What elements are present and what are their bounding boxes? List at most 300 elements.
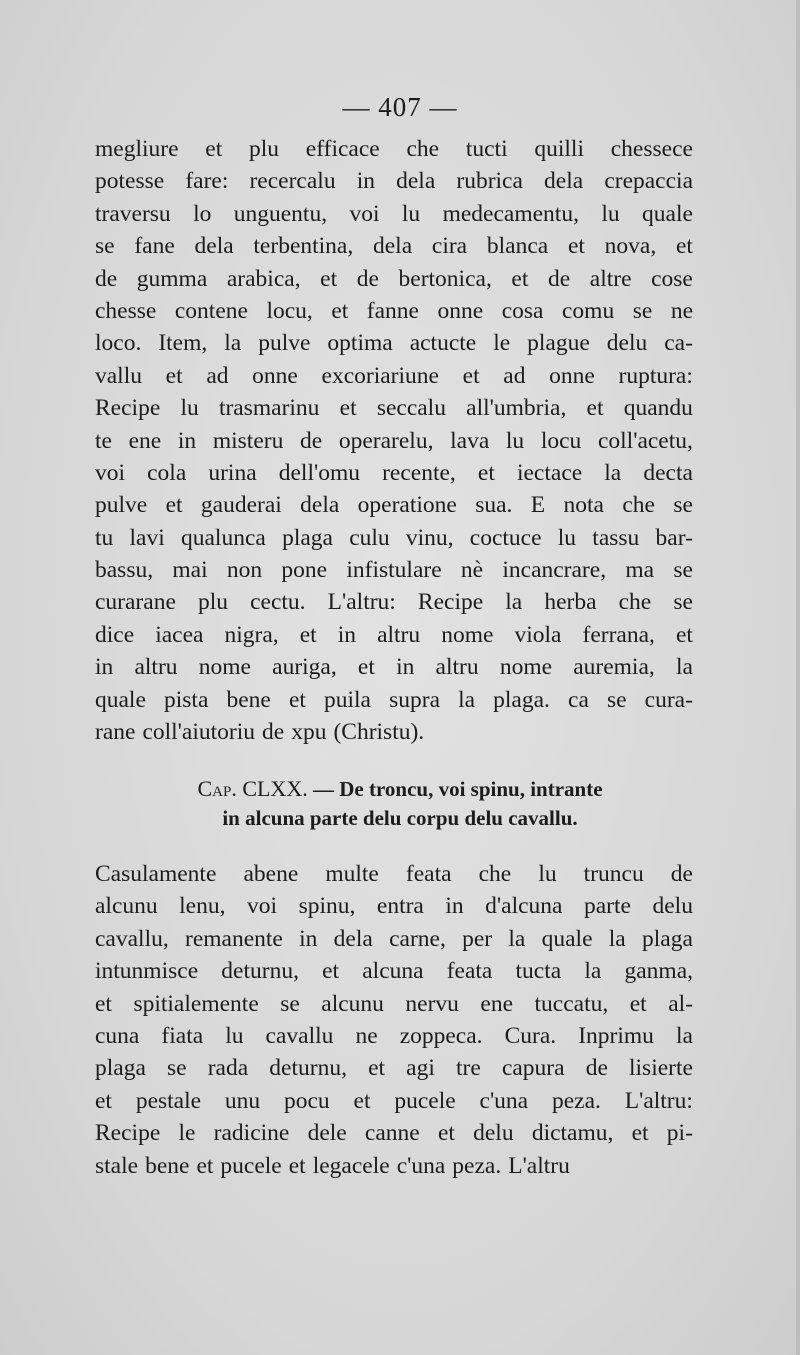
word: lenu, [179, 893, 226, 920]
text-line [95, 522, 693, 554]
word: supra [389, 686, 440, 713]
word: alcunu [95, 893, 158, 920]
word: capura [501, 1055, 565, 1082]
word: traversu [95, 200, 171, 227]
word: et [629, 990, 647, 1017]
word: chessece [610, 136, 693, 162]
word: nova, [604, 233, 657, 260]
word: lu [538, 861, 557, 887]
word: in [95, 654, 114, 681]
word: stale [95, 1152, 139, 1179]
word: dela [373, 233, 413, 260]
word: bertonica, [398, 265, 492, 292]
text-line [95, 1085, 693, 1117]
word: parte [584, 893, 631, 920]
word: et [675, 233, 693, 260]
word: nervu [405, 990, 459, 1017]
word: c'una [479, 1087, 529, 1114]
word: plague [527, 330, 590, 357]
chapter-heading-line-2: in alcuna parte delu corpu delu cavallu. [222, 806, 578, 830]
word: coctuce [469, 524, 542, 551]
word: pi- [666, 1120, 693, 1147]
text-line [95, 295, 693, 327]
word: in [396, 654, 415, 681]
word: tre [456, 1055, 481, 1082]
word: altru [377, 621, 421, 648]
text-line [95, 619, 693, 651]
word: puila [324, 686, 371, 713]
word: Recipe [95, 1120, 161, 1147]
text-line [95, 457, 693, 489]
word: onne [549, 362, 595, 389]
word: in [299, 925, 318, 952]
word: cavallu [265, 1022, 334, 1049]
word: crepaccia [604, 168, 693, 195]
word: et [205, 136, 223, 162]
paragraph-chapter-text [95, 858, 693, 1182]
word: fare: [185, 168, 229, 195]
word: dela [333, 925, 373, 952]
word: lavi [129, 524, 165, 551]
word: excoriariune [321, 362, 439, 389]
word: canne [364, 1120, 420, 1147]
word: actucte [409, 330, 477, 357]
word: coll'aiutoriu [142, 719, 256, 746]
word: cura- [644, 686, 693, 713]
word: la [505, 589, 523, 616]
word: de [585, 1055, 608, 1082]
word: se [95, 233, 115, 260]
word: pulve [95, 492, 148, 519]
word: delu [652, 893, 693, 920]
word: rubrica [456, 168, 523, 195]
word: trasmarinu [218, 395, 320, 422]
word: la [608, 925, 626, 952]
word: viola [514, 621, 562, 648]
text-line [95, 425, 693, 457]
word: cavallu, [95, 925, 169, 952]
word: gauderai [200, 492, 282, 519]
chapter-title-part-1: — De troncu, voi spinu, intrante [312, 777, 603, 801]
word: altru [435, 654, 479, 681]
word: remanente [185, 925, 283, 952]
word: zoppeca. [399, 1022, 483, 1049]
word: nome [499, 654, 553, 681]
word: la [458, 686, 476, 713]
word: legacele [312, 1152, 390, 1179]
word: ne [670, 297, 693, 324]
word: et [331, 297, 349, 324]
word: se [673, 492, 693, 519]
word: et [322, 958, 340, 985]
text-line [95, 716, 693, 748]
word: la [675, 654, 693, 681]
word: chesse [95, 297, 157, 324]
word: plaga [642, 925, 693, 952]
word: et [196, 1152, 214, 1179]
word: L'altru: [624, 1087, 693, 1114]
word: all'umbria, [466, 395, 567, 422]
word: tassu [592, 524, 640, 551]
word: cola [147, 459, 187, 486]
word: et [95, 990, 112, 1017]
word: decta [643, 459, 693, 486]
word: al- [668, 990, 693, 1017]
word: in [445, 893, 464, 920]
word: nè [460, 557, 484, 584]
word: operarelu, [338, 427, 434, 454]
word: che [478, 861, 512, 887]
word: incancrare, [502, 557, 607, 584]
word: lava [450, 427, 490, 454]
word: d'alcuna [485, 893, 563, 920]
word: non [226, 557, 263, 584]
text-line [95, 554, 693, 586]
word: E [530, 492, 546, 519]
text-line [95, 858, 693, 890]
word: Recipe [417, 589, 484, 616]
word: de [300, 427, 323, 454]
word: deturnu, [221, 958, 299, 985]
word: L'altru: [327, 589, 396, 616]
word: quale [541, 925, 593, 952]
word: Inprimu [578, 1022, 654, 1049]
word: delu [606, 330, 648, 357]
text-line [95, 327, 693, 359]
word: dela [544, 168, 584, 195]
word: se [280, 990, 300, 1017]
word: efficace [305, 136, 380, 162]
word: lisierte [629, 1055, 693, 1082]
word: la [224, 330, 242, 357]
text-line [95, 230, 693, 262]
text-line [95, 1020, 693, 1052]
word: et [462, 362, 480, 389]
word: spitialemente [133, 990, 259, 1017]
word: abene [243, 861, 299, 887]
word: lu [225, 1022, 244, 1049]
word: altre [589, 265, 632, 292]
word: feata [446, 958, 493, 985]
word: dele [307, 1120, 347, 1147]
word: infistulare [346, 557, 442, 584]
text-line [95, 955, 693, 987]
word: la [604, 459, 622, 486]
word: lu [601, 200, 620, 227]
word: de [95, 265, 118, 292]
text-line [95, 165, 693, 197]
word: et [368, 1055, 386, 1082]
word: recente, [382, 459, 456, 486]
word: plaga [95, 1055, 146, 1082]
word: che [622, 492, 655, 519]
word: et [299, 621, 317, 648]
word: bassu, [95, 557, 154, 584]
word: voi [247, 893, 278, 920]
word: nome [198, 654, 251, 681]
word: Recipe [95, 395, 161, 422]
word: Cura. [504, 1022, 557, 1049]
word: pocu [284, 1087, 330, 1114]
word: altru [134, 654, 178, 681]
word: la [508, 925, 526, 952]
word: vallu [95, 362, 142, 389]
word: (Christu). [333, 719, 425, 746]
word: pucele [394, 1087, 456, 1114]
word: bar- [655, 524, 693, 551]
word: ad [503, 362, 526, 389]
word: et [631, 1120, 649, 1147]
word: et [477, 459, 495, 486]
word: pulve [258, 330, 311, 357]
word: culu [349, 524, 390, 551]
word: ene [128, 427, 162, 454]
word: radicine [213, 1120, 290, 1147]
word: spinu, [298, 893, 356, 920]
word: ruptura: [618, 362, 693, 389]
word: voi [95, 459, 126, 486]
text-line [95, 651, 693, 683]
word: truncu [583, 861, 644, 887]
word: ca- [664, 330, 693, 357]
word: ene [480, 990, 514, 1017]
word: alcunu [321, 990, 384, 1017]
word: de [356, 265, 379, 292]
word: delu [473, 1120, 514, 1147]
word: xpu [291, 719, 327, 746]
word: quale [95, 686, 146, 713]
word: che [406, 136, 440, 162]
word: et [165, 492, 183, 519]
text-line [95, 360, 693, 392]
word: in [337, 621, 357, 648]
word: et [353, 1087, 371, 1114]
text-line [95, 489, 693, 521]
word: tuccatu, [534, 990, 609, 1017]
chapter-heading-line-1 [0, 775, 800, 803]
word: lu [557, 524, 577, 551]
word: et [675, 621, 693, 648]
word: et [511, 265, 529, 292]
word: c'una [396, 1152, 446, 1179]
word: se [167, 1055, 187, 1082]
word: optima [327, 330, 393, 357]
text-line [95, 133, 693, 165]
text-line [95, 1052, 693, 1084]
word: intunmisce [95, 958, 199, 985]
word: onne [437, 297, 484, 324]
word: et [95, 1087, 112, 1114]
word: fanne [366, 297, 419, 324]
word: qualunca [181, 524, 266, 551]
word: dela [300, 492, 340, 519]
word: misteru [212, 427, 284, 454]
word: cuna [95, 1022, 140, 1049]
word: seccalu [376, 395, 446, 422]
word: lu [505, 427, 525, 454]
word: potesse [95, 168, 165, 195]
word: nigra, [224, 621, 279, 648]
text-line [95, 1117, 693, 1149]
word: de [547, 265, 571, 292]
word: multe [325, 861, 379, 887]
word: onne [252, 362, 298, 389]
word: le [493, 330, 511, 357]
text-line [95, 392, 693, 424]
word: et [288, 686, 306, 713]
word: Item, [158, 330, 208, 357]
word: peza. [551, 1087, 601, 1114]
word: ma [625, 557, 655, 584]
word: feata [405, 861, 452, 887]
word: cose [651, 265, 693, 292]
word: quale [642, 200, 693, 227]
word: rane [95, 719, 136, 746]
word: che [618, 589, 652, 616]
word: blanca [486, 233, 549, 260]
word: peza. [452, 1152, 502, 1179]
word: nome [441, 621, 494, 648]
text-line [95, 988, 693, 1020]
word: urina [208, 459, 257, 486]
word: locu [540, 427, 582, 454]
word: tu [95, 524, 114, 551]
word: bene [226, 686, 271, 713]
word: et [357, 654, 375, 681]
word: pucele [220, 1152, 282, 1179]
word: et [586, 395, 604, 422]
word: se [632, 297, 653, 324]
word: loco. [95, 330, 142, 357]
text-line [95, 890, 693, 922]
word: auriga, [272, 654, 337, 681]
word: dice [95, 621, 135, 648]
word: et [339, 395, 357, 422]
word: bene [145, 1152, 190, 1179]
word: dell'omu [278, 459, 361, 486]
word: voi [349, 200, 380, 227]
word: lu [180, 395, 199, 422]
word: rada [207, 1055, 249, 1082]
word: medecamentu, [442, 200, 579, 227]
word: per [462, 925, 493, 952]
word: cectu. [250, 589, 306, 616]
word: quilli [534, 136, 584, 162]
word: la [675, 1022, 693, 1049]
word: le [178, 1120, 196, 1147]
page-number: — 407 — [342, 92, 458, 122]
text-line [95, 684, 693, 716]
word: dela [194, 233, 234, 260]
word: contene [174, 297, 248, 324]
word: curarane [95, 589, 176, 616]
word: plaga. [493, 686, 550, 713]
word: fane [134, 233, 175, 260]
word: se [673, 589, 693, 616]
word: sua. [475, 492, 513, 519]
word: deturnu, [269, 1055, 347, 1082]
word: dictamu, [531, 1120, 614, 1147]
word: megliure [95, 136, 179, 162]
word: operatione [357, 492, 457, 519]
word: arabica, [226, 265, 301, 292]
word: cosa [501, 297, 544, 324]
word: ne [355, 1022, 378, 1049]
word: unguentu, [233, 200, 328, 227]
paragraph-remedies [95, 133, 693, 748]
word: agi [406, 1055, 435, 1082]
word: in [177, 427, 197, 454]
word: lu [401, 200, 421, 227]
word: pone [281, 557, 328, 584]
word: unu [224, 1087, 261, 1114]
word: et [437, 1120, 455, 1147]
text-line [95, 923, 693, 955]
word: comu [561, 297, 615, 324]
word: carne, [389, 925, 446, 952]
text-line [95, 263, 693, 295]
text-line [95, 1150, 693, 1182]
word: auremia, [573, 654, 655, 681]
word: L'altru [508, 1152, 570, 1179]
text-line [95, 198, 693, 230]
word: ganma, [624, 958, 693, 985]
word: et [288, 1152, 306, 1179]
word: terbentina, [253, 233, 354, 260]
word: herba [544, 589, 597, 616]
word: plu [197, 589, 228, 616]
word: pestale [135, 1087, 202, 1114]
word: tucti [465, 136, 508, 162]
word: se [606, 686, 627, 713]
word: mai [172, 557, 208, 584]
word: gumma [136, 265, 208, 292]
word: et [165, 362, 183, 389]
word: plu [249, 136, 280, 162]
page-edge-shadow [796, 0, 800, 1355]
word: fiata [161, 1022, 204, 1049]
word: de [670, 861, 693, 887]
word: ca [568, 686, 589, 713]
word: iectace [516, 459, 583, 486]
word: Casulamente [95, 861, 217, 887]
word: in [356, 168, 375, 195]
word: ad [206, 362, 229, 389]
word: cira [431, 233, 468, 260]
word: recercalu [249, 168, 336, 195]
word: alcuna [362, 958, 424, 985]
word: iacea [155, 621, 204, 648]
chapter-label: Cap. CLXX. [197, 776, 308, 801]
text-line [95, 586, 693, 618]
word: nota [563, 492, 604, 519]
word: ferrana, [582, 621, 655, 648]
word: et [320, 265, 338, 292]
word: tucta [515, 958, 562, 985]
word: locu, [266, 297, 313, 324]
word: la [584, 958, 602, 985]
word: quandu [623, 395, 693, 422]
word: te [95, 427, 112, 454]
word: et [567, 233, 585, 260]
word: se [673, 557, 693, 584]
word: lo [193, 200, 212, 227]
word: plaga [282, 524, 333, 551]
word: de [262, 719, 285, 746]
word: entra [376, 893, 424, 920]
word: vinu, [405, 524, 454, 551]
word: dela [396, 168, 436, 195]
